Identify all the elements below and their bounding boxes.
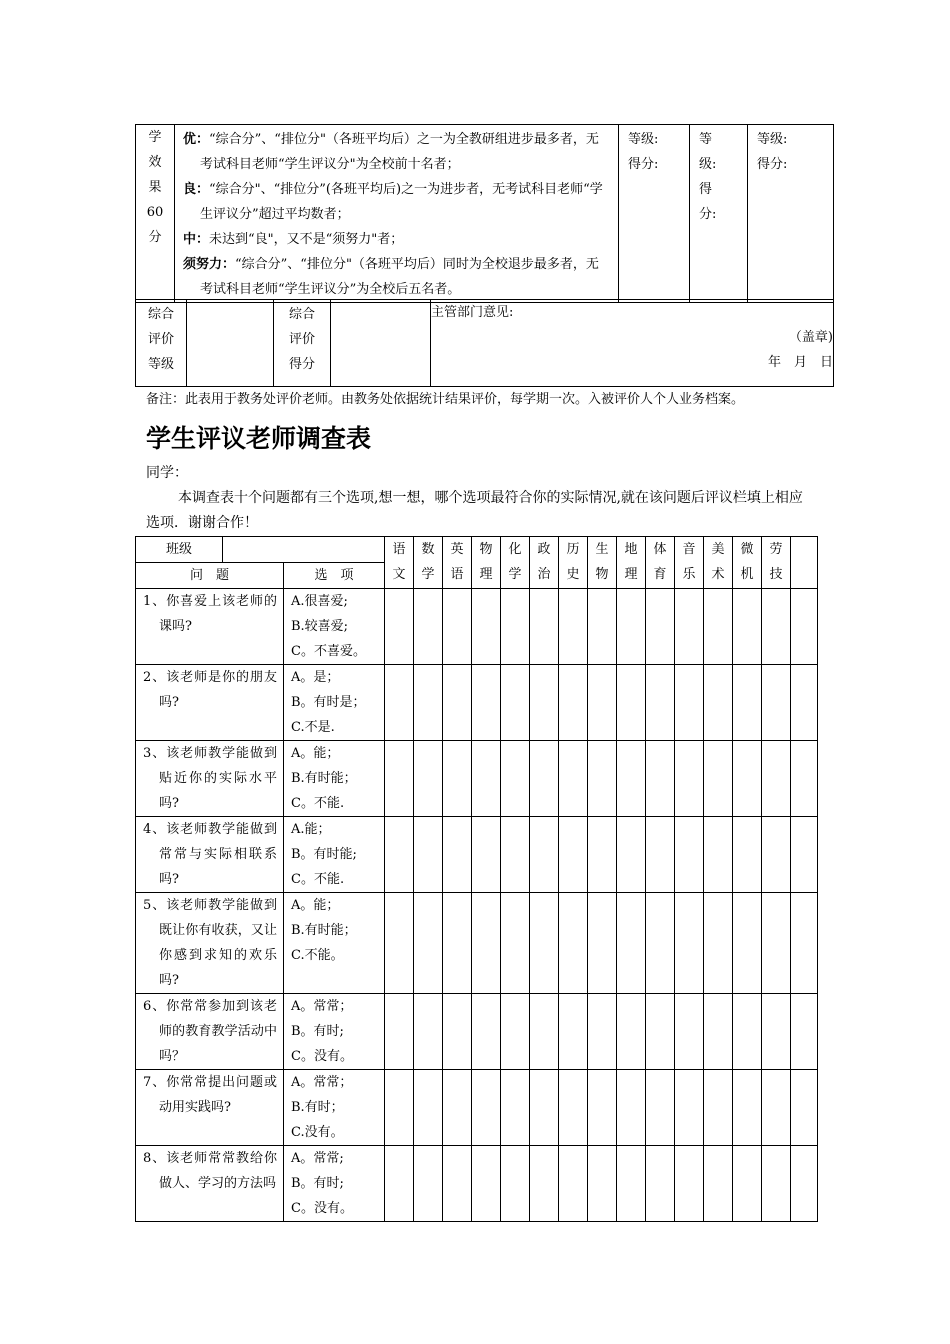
class-input[interactable] xyxy=(223,537,385,563)
rating-cell[interactable] xyxy=(414,1070,443,1146)
rating-cell[interactable] xyxy=(530,893,559,994)
question-row xyxy=(136,994,818,1070)
criterion-excellent: 优：“综合分”、“排位分"（各班平均后）之一为全教研组进步最多者，无考试科目老师“学生评议分"为全校前十名者； xyxy=(183,132,599,172)
rating-cell[interactable] xyxy=(762,589,791,665)
rating-cell[interactable] xyxy=(443,1070,472,1146)
rating-cell[interactable] xyxy=(675,589,704,665)
question-options xyxy=(284,741,385,817)
overall-table xyxy=(135,299,834,387)
survey-intro: 本调查表十个问题都有三个选项,想一想，哪个选项最符合你的实际情况,就在该问题后评议栏填上相应选项．谢谢合作！ xyxy=(146,490,803,531)
rating-cell[interactable] xyxy=(617,1070,646,1146)
rating-cell[interactable] xyxy=(791,589,818,665)
rating-cell[interactable] xyxy=(762,994,791,1070)
rating-cell[interactable] xyxy=(617,741,646,817)
rating-cell[interactable] xyxy=(646,994,675,1070)
footnote: 备注：此表用于教务处评价老师。由教务处依据统计结果评价，每学期一次。入被评价人个人业务档案。 xyxy=(146,392,745,407)
rating-cell[interactable] xyxy=(733,1146,762,1222)
rating-cell[interactable] xyxy=(501,1070,530,1146)
rating-cell[interactable] xyxy=(646,589,675,665)
rating-cell[interactable] xyxy=(530,741,559,817)
rating-cell[interactable] xyxy=(733,994,762,1070)
rating-cell[interactable] xyxy=(704,589,733,665)
option-header: 选 项 xyxy=(284,563,385,589)
rating-cell[interactable] xyxy=(385,893,414,994)
rating-cell[interactable] xyxy=(617,1146,646,1222)
rating-cell[interactable] xyxy=(733,1070,762,1146)
rating-cell[interactable] xyxy=(443,741,472,817)
question-text: 8、该老师常常教给你做人、学习的方法吗 xyxy=(136,1146,284,1222)
rating-cell[interactable] xyxy=(501,994,530,1070)
option-item: C.不是. xyxy=(291,720,335,735)
rating-cell[interactable] xyxy=(588,589,617,665)
rating-cell[interactable] xyxy=(762,1146,791,1222)
rating-cell[interactable] xyxy=(414,665,443,741)
rating-cell[interactable] xyxy=(472,994,501,1070)
rating-cell[interactable] xyxy=(385,994,414,1070)
rating-cell[interactable] xyxy=(675,741,704,817)
rating-cell[interactable] xyxy=(791,1070,818,1146)
teaching-effect-label: 学 效 果 60 分 xyxy=(136,125,175,303)
rating-cell[interactable] xyxy=(791,817,818,893)
rating-cell[interactable] xyxy=(646,1070,675,1146)
rating-cell[interactable] xyxy=(443,589,472,665)
rating-cell[interactable] xyxy=(588,741,617,817)
overall-grade-value[interactable] xyxy=(187,300,274,387)
rating-cell[interactable] xyxy=(472,665,501,741)
subject-header: 美 术 xyxy=(704,537,733,589)
criterion-needs-effort: 须努力：“综合分”、“排位分"（各班平均后）同时为全校退步最多者，无考试科目老师“学生评议分”为全校后五名者。 xyxy=(183,257,599,297)
rating-cell[interactable] xyxy=(733,817,762,893)
rating-cell[interactable] xyxy=(559,589,588,665)
rating-cell[interactable] xyxy=(385,665,414,741)
rating-cell[interactable] xyxy=(501,893,530,994)
option-item: C。没有。 xyxy=(291,1201,353,1216)
rating-cell[interactable] xyxy=(501,1146,530,1222)
rating-cell[interactable] xyxy=(617,665,646,741)
rating-cell[interactable] xyxy=(472,741,501,817)
rating-cell[interactable] xyxy=(443,994,472,1070)
grade-cell-1: 等级: 得分: xyxy=(619,125,690,303)
rating-cell[interactable] xyxy=(733,665,762,741)
rating-cell[interactable] xyxy=(385,817,414,893)
survey-table xyxy=(135,536,818,1222)
rating-cell[interactable] xyxy=(530,1070,559,1146)
rating-cell[interactable] xyxy=(472,817,501,893)
option-item: A.很喜爱; xyxy=(291,594,348,609)
option-item: A。是； xyxy=(291,670,340,685)
rating-cell[interactable] xyxy=(443,1146,472,1222)
question-options xyxy=(284,994,385,1070)
rating-cell[interactable] xyxy=(704,994,733,1070)
subject-header: 劳 技 xyxy=(762,537,791,589)
dept-opinion-cell xyxy=(431,300,834,387)
greeting: 同学： xyxy=(146,465,188,481)
rating-cell[interactable] xyxy=(762,741,791,817)
option-item: B。有时能; xyxy=(291,847,357,862)
question-row xyxy=(136,665,818,741)
option-item: C。不喜爱。 xyxy=(291,644,366,659)
rating-cell[interactable] xyxy=(530,817,559,893)
subject-header: 地 理 xyxy=(617,537,646,589)
question-text: 5、该老师教学能做到既让你有收获，又让你感到求知的欢乐吗? xyxy=(136,893,284,994)
rating-cell[interactable] xyxy=(588,817,617,893)
rating-cell[interactable] xyxy=(530,1146,559,1222)
rating-cell[interactable] xyxy=(588,893,617,994)
blank-column-header xyxy=(791,537,818,589)
rating-cell[interactable] xyxy=(704,893,733,994)
subject-header: 语 文 xyxy=(385,537,414,589)
criterion-medium: 中：未达到“良"，又不是“须努力"者； xyxy=(183,232,404,247)
rating-cell[interactable] xyxy=(472,1146,501,1222)
rating-cell[interactable] xyxy=(443,893,472,994)
class-label: 班级 xyxy=(136,537,223,563)
rating-cell[interactable] xyxy=(675,817,704,893)
overall-score-value[interactable] xyxy=(331,300,431,387)
subject-header: 音 乐 xyxy=(675,537,704,589)
question-row xyxy=(136,741,818,817)
rating-cell[interactable] xyxy=(414,994,443,1070)
evaluation-table xyxy=(135,124,834,303)
rating-cell[interactable] xyxy=(762,893,791,994)
rating-cell[interactable] xyxy=(443,665,472,741)
criterion-good: 良：“综合分"、“排位分”(各班平均后)之一为进步者，无考试科目老师“学生评议分”超过平均数者； xyxy=(183,182,603,222)
option-item: B。有时; xyxy=(291,1024,344,1039)
question-options xyxy=(284,893,385,994)
rating-cell[interactable] xyxy=(762,817,791,893)
rating-cell[interactable] xyxy=(559,1070,588,1146)
question-options xyxy=(284,817,385,893)
question-row xyxy=(136,1146,818,1222)
rating-cell[interactable] xyxy=(559,665,588,741)
question-row xyxy=(136,893,818,994)
rating-cell[interactable] xyxy=(704,1070,733,1146)
question-options xyxy=(284,1070,385,1146)
stamp-label: （盖章) xyxy=(788,330,833,345)
rating-cell[interactable] xyxy=(791,741,818,817)
rating-cell[interactable] xyxy=(414,1146,443,1222)
rating-cell[interactable] xyxy=(791,994,818,1070)
question-text: 3、该老师教学能做到贴近你的实际水平吗? xyxy=(136,741,284,817)
rating-cell[interactable] xyxy=(385,1070,414,1146)
rating-cell[interactable] xyxy=(617,893,646,994)
option-item: A。能； xyxy=(291,898,340,913)
option-item: C。没有。 xyxy=(291,1049,353,1064)
option-item: B。有时是； xyxy=(291,695,366,710)
rating-cell[interactable] xyxy=(588,665,617,741)
option-item: A。能； xyxy=(291,746,340,761)
rating-cell[interactable] xyxy=(501,665,530,741)
question-text: 1、你喜爱上该老师的课吗? xyxy=(136,589,284,665)
question-text: 2、该老师是你的朋友吗? xyxy=(136,665,284,741)
rating-cell[interactable] xyxy=(791,665,818,741)
rating-cell[interactable] xyxy=(443,817,472,893)
grade-cell-2: 等 级: 得 分: xyxy=(690,125,748,303)
option-item: A。常常； xyxy=(291,1075,353,1090)
rating-cell[interactable] xyxy=(762,1070,791,1146)
rating-cell[interactable] xyxy=(675,994,704,1070)
rating-cell[interactable] xyxy=(472,1070,501,1146)
rating-cell[interactable] xyxy=(472,893,501,994)
rating-cell[interactable] xyxy=(617,589,646,665)
rating-cell[interactable] xyxy=(414,741,443,817)
rating-cell[interactable] xyxy=(646,817,675,893)
question-text: 6、你常常参加到该老师的教育教学活动中吗？ xyxy=(136,994,284,1070)
rating-cell[interactable] xyxy=(385,1146,414,1222)
subject-header: 微 机 xyxy=(733,537,762,589)
option-item: B.较喜爱; xyxy=(291,619,349,634)
subject-header: 体 育 xyxy=(646,537,675,589)
option-item: A.能； xyxy=(291,822,331,837)
rating-cell[interactable] xyxy=(530,589,559,665)
criteria-cell xyxy=(175,125,619,303)
rating-cell[interactable] xyxy=(559,817,588,893)
rating-cell[interactable] xyxy=(617,994,646,1070)
rating-cell[interactable] xyxy=(385,741,414,817)
rating-cell[interactable] xyxy=(646,1146,675,1222)
subject-header: 生 物 xyxy=(588,537,617,589)
rating-cell[interactable] xyxy=(704,665,733,741)
rating-cell[interactable] xyxy=(559,741,588,817)
rating-cell[interactable] xyxy=(733,893,762,994)
survey-title: 学生评议老师调查表 xyxy=(146,424,372,453)
option-item: B.有时能； xyxy=(291,923,357,938)
rating-cell[interactable] xyxy=(675,893,704,994)
subject-header: 政 治 xyxy=(530,537,559,589)
option-item: A。常常； xyxy=(291,999,353,1014)
subject-header: 历 史 xyxy=(559,537,588,589)
rating-cell[interactable] xyxy=(791,1146,818,1222)
rating-cell[interactable] xyxy=(501,817,530,893)
question-row xyxy=(136,1070,818,1146)
question-row xyxy=(136,589,818,665)
question-text: 4、该老师教学能做到常常与实际相联系吗? xyxy=(136,817,284,893)
rating-cell[interactable] xyxy=(559,893,588,994)
date-label: 年 月 日 xyxy=(767,355,833,370)
question-header: 问 题 xyxy=(136,563,284,589)
overall-grade-label: 综合 评价 等级 xyxy=(136,300,187,387)
option-item: C.不能。 xyxy=(291,948,344,963)
grade-cell-3: 等级: 得分: xyxy=(748,125,834,303)
option-item: C。不能. xyxy=(291,796,345,811)
rating-cell[interactable] xyxy=(501,589,530,665)
option-item: C。不能. xyxy=(291,872,345,887)
option-item: B。有时; xyxy=(291,1176,344,1191)
rating-cell[interactable] xyxy=(762,665,791,741)
rating-cell[interactable] xyxy=(675,1146,704,1222)
rating-cell[interactable] xyxy=(530,665,559,741)
question-row xyxy=(136,817,818,893)
rating-cell[interactable] xyxy=(414,817,443,893)
rating-cell[interactable] xyxy=(675,1070,704,1146)
rating-cell[interactable] xyxy=(675,665,704,741)
question-options xyxy=(284,665,385,741)
rating-cell[interactable] xyxy=(733,741,762,817)
rating-cell[interactable] xyxy=(414,893,443,994)
rating-cell[interactable] xyxy=(559,994,588,1070)
rating-cell[interactable] xyxy=(501,741,530,817)
overall-score-label: 综合 评价 得分 xyxy=(274,300,331,387)
rating-cell[interactable] xyxy=(646,893,675,994)
question-options xyxy=(284,589,385,665)
rating-cell[interactable] xyxy=(646,741,675,817)
rating-cell[interactable] xyxy=(588,994,617,1070)
question-text: 7、你常常提出问题或动用实践吗? xyxy=(136,1070,284,1146)
rating-cell[interactable] xyxy=(385,589,414,665)
option-item: A。常常; xyxy=(291,1151,344,1166)
rating-cell[interactable] xyxy=(646,665,675,741)
option-item: B.有时能； xyxy=(291,771,357,786)
rating-cell[interactable] xyxy=(733,589,762,665)
rating-cell[interactable] xyxy=(704,741,733,817)
subject-header: 化 学 xyxy=(501,537,530,589)
rating-cell[interactable] xyxy=(704,817,733,893)
dept-opinion-label: 主管部门意见: xyxy=(431,305,514,320)
option-item: C.没有。 xyxy=(291,1125,344,1140)
rating-cell[interactable] xyxy=(588,1146,617,1222)
rating-cell[interactable] xyxy=(472,589,501,665)
rating-cell[interactable] xyxy=(791,893,818,994)
subject-header: 物 理 xyxy=(472,537,501,589)
rating-cell[interactable] xyxy=(559,1146,588,1222)
subject-header: 英 语 xyxy=(443,537,472,589)
subject-header: 数 学 xyxy=(414,537,443,589)
rating-cell[interactable] xyxy=(588,1070,617,1146)
rating-cell[interactable] xyxy=(617,817,646,893)
rating-cell[interactable] xyxy=(704,1146,733,1222)
rating-cell[interactable] xyxy=(530,994,559,1070)
question-options xyxy=(284,1146,385,1222)
option-item: B.有时； xyxy=(291,1100,344,1115)
rating-cell[interactable] xyxy=(414,589,443,665)
